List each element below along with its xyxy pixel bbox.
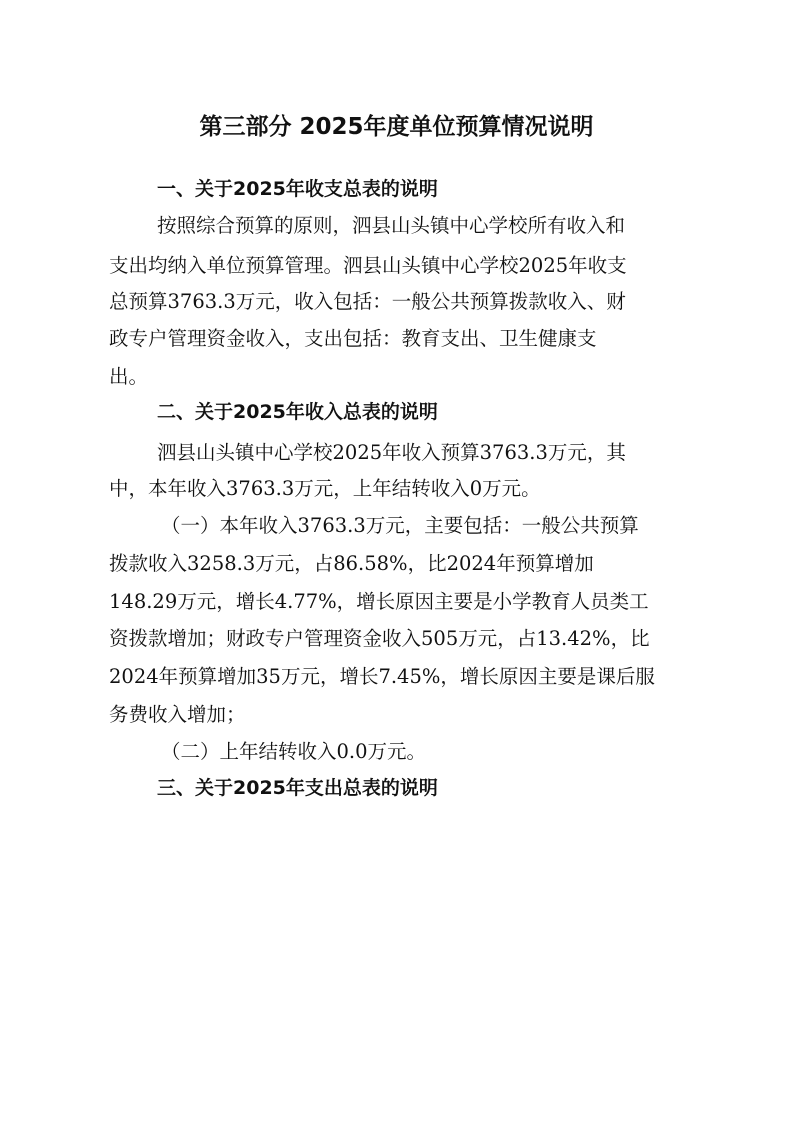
page-title: 第三部分 2025年度单位预算情况说明 [199, 114, 594, 140]
paragraph-line: 中，本年收入3763.3万元，上年结转收入0万元。 [109, 477, 541, 500]
paragraph-line: （一）本年收入3763.3万元，主要包括：一般公共预算 [161, 514, 639, 537]
paragraph-line: 支出均纳入单位预算管理。泗县山头镇中心学校2025年收支 [109, 254, 627, 277]
section-heading-1: 一、关于2025年收支总表的说明 [157, 178, 438, 200]
paragraph-line: 务费收入增加； [109, 703, 246, 726]
paragraph-line: 出。 [109, 365, 149, 388]
paragraph-line: 资拨款增加；财政专户管理资金收入505万元，占13.42%，比 [109, 627, 650, 650]
paragraph-line: 148.29万元，增长4.77%，增长原因主要是小学教育人员类工 [109, 590, 649, 613]
paragraph-line: （二）上年结转收入0.0万元。 [161, 740, 427, 763]
paragraph-line: 总预算3763.3万元，收入包括：一般公共预算拨款收入、财 [109, 290, 626, 313]
paragraph-line: 按照综合预算的原则，泗县山头镇中心学校所有收入和 [157, 214, 626, 237]
section-heading-2: 二、关于2025年收入总表的说明 [157, 401, 438, 423]
paragraph-line: 泗县山头镇中心学校2025年收入预算3763.3万元，其 [157, 441, 626, 464]
paragraph-line: 拨款收入3258.3万元，占86.58%，比2024年预算增加 [109, 552, 594, 575]
paragraph-line: 2024年预算增加35万元，增长7.45%，增长原因主要是课后服 [109, 665, 655, 688]
paragraph-line: 政专户管理资金收入，支出包括：教育支出、卫生健康支 [109, 327, 597, 350]
section-heading-3: 三、关于2025年支出总表的说明 [157, 777, 438, 799]
